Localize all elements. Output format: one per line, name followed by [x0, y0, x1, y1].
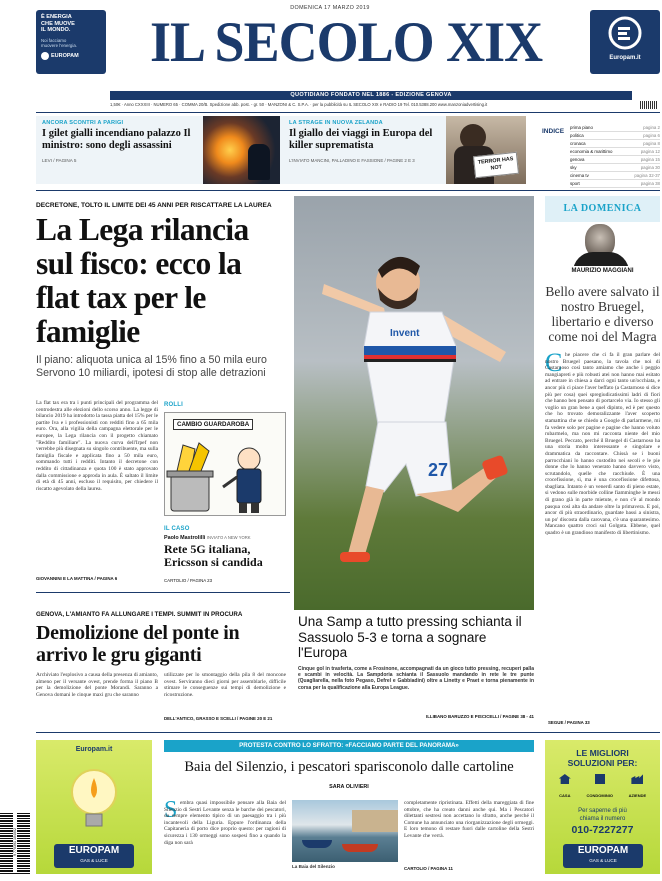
sport-byline: ILLIBANO BARUZZO E PISCICELLI / PAGINE 38 - 41	[426, 714, 534, 719]
teaser-kicker: LA STRAGE IN NUOVA ZELANDA	[289, 120, 383, 126]
section-rule	[36, 592, 290, 593]
masthead-left-ad[interactable]	[36, 10, 106, 74]
issue-date: DOMENICA 17 MARZO 2019	[290, 5, 370, 11]
ad-line: CHE MUOVE	[41, 20, 75, 27]
ad-line: SOLUZIONI PER:	[567, 758, 638, 768]
lead-byline: GIOVANNINI E LA MATTINA / PAGINA 6	[36, 576, 118, 581]
sport-body: Cinque gol in trasferta, come a Frosinone, accompagnati da un gioco tutto pressing, recuperi palla e scambi in velocità. La Sampdoria schianta il Sassuolo mandando in rete le tre punte (Quagliarella, nella foto Pegaso, Defrel e Gabbiadini) oltre a Linetty e Praet e torna pienamente in corsa per la qualificazione alla Europa League.	[298, 666, 534, 691]
player-figure	[294, 196, 534, 610]
la-domenica-header	[545, 196, 660, 222]
index-entry[interactable]: sport pagina 38	[570, 181, 660, 186]
ad-logo: EUROPAM	[577, 845, 629, 856]
cartoon-drawing	[165, 435, 285, 515]
la-domenica-headline[interactable]: Bello avere salvato il nostro Bruegel, libertario e diverso come noi del Magra	[545, 284, 660, 344]
houses-shape	[352, 810, 398, 832]
index-entry[interactable]: cinema tv pagina 32-37	[570, 173, 660, 178]
baia-caption: La Baia del Silenzio	[292, 864, 335, 869]
europam-logo-box	[563, 844, 643, 868]
il-caso-role: INVIATO A NEW YORK	[206, 535, 251, 540]
teaser-rule	[36, 190, 660, 191]
ad-brand: EUROPAM	[51, 53, 79, 60]
subtitle-bar: QUOTIDIANO FONDATO NEL 1886 - EDIZIONE GENOVA	[110, 91, 632, 100]
police-silhouette	[248, 144, 270, 180]
teaser-byline: LEVI / PAGINA 5	[42, 158, 77, 163]
paris-fire-photo[interactable]	[203, 116, 280, 184]
ad-icon-label: AZIENDE	[628, 793, 647, 798]
la-domenica-author: MAURIZIO MAGGIANI	[571, 268, 634, 274]
la-domenica-byline: SEGUE / PAGINA 33	[548, 720, 590, 725]
lead-headline[interactable]: La Lega rilancia sul fisco: ecco la flat tax per le famiglie	[36, 212, 249, 349]
index-label: INDICE	[542, 128, 565, 135]
ad-tagline: GAS & LUCE	[589, 858, 617, 863]
boat-shape	[302, 840, 332, 848]
protest-body-right: completamente ripristinata. Effetti della mareggiata di fine ottobre, che ha creato danni anche qui. Ma i Pescatori dilettanti sestresi non accettano lo sfratto, anche perché il Comune ha annunciato una riorganizzazione degli ormeggi. E loro temono di restare fuori dalle cartoline della Sestri Levante che verrà.	[404, 800, 534, 839]
ad-line: muovere l'energia.	[41, 42, 77, 48]
ad-line: È ENERGIA	[41, 14, 72, 20]
rolli-label: ROLLI	[164, 402, 183, 408]
index-entry[interactable]: genova pagina 15	[570, 157, 660, 162]
protest-author: SARA OLIVIERI	[329, 784, 369, 790]
ponte-byline: DELL'ANTICO, GRASSO E SCELLI / PAGINE 20 E 21	[164, 716, 273, 721]
protest-banner: PROTESTA CONTRO LO SFRATTO: «FACCIAMO PARTE DEL PANORAMA»	[164, 740, 534, 752]
il-caso-author: Paolo Mastrolilli	[164, 535, 206, 541]
boat-shape	[342, 844, 378, 852]
newspaper-title[interactable]: IL SECOLO XIX	[150, 10, 543, 74]
ad-line: Noi facciamo	[41, 37, 67, 43]
la-domenica-body: he piacere che ci fa il gran parlare del nostro Bruegel paesano, la tavola che noi di Castarnoso così tanto amiamo che anche i peggio mangiapreti e più robusti atei non hanno mai esitato ad entrare in chiesa a darci ogni tanto un'occhiata, e ancor più ci piace l'aver beffato (a Castarnoso si dice più per cosa) quei spregiudicatissimi ladri di fiori che hanno ben pensato di portarcelo via. Io stesso gli voglio un gran bene a quel dipinto, ed è per questo che ho trovato demoralizzante l'aver scoperto stamattina che se chiedo a Google di parlarmene, mi fa vedere solo per pagine e pagine che hanno voluto rubarmelo, ma non mi racconta niente del mio Bruegel. Peccato, perché il Bruegel di Castarnoso ha una storia molto interessante e singolare e drammatica da raccontare. Chissà se i buoni parrocchiani lo hanno custodito nei secoli e le pie donne che lo hanno venerato hanno davvero visto, scrutandolo, quelle che racchiude. È una crocefissione, sì, ma è una crocefissione difettosa, sbagliata. Intanto è un venerdì santo di pieno estate, si vedono sulle morbide colline fiamminghe le messi di grano già in parte mietute, e non c'è al mondo pasqua così alta da andare oltre la primavera. E poi, ancor di più straordinario, guardate bassi a sinistra, un po' discosta dalla carovana, c'è una quarantesimo. Mancano quattro croci sul Golgota. Ebbene, quel quadro è un grandioso manifesto di libertinismo.	[545, 352, 660, 537]
ad-headline	[545, 748, 660, 768]
sampdoria-photo[interactable]	[294, 196, 534, 610]
ad-line: chiama il numero	[579, 815, 626, 822]
ad-line: LE MIGLIORI	[576, 748, 629, 758]
author-portrait	[545, 222, 660, 266]
baia-photo[interactable]	[292, 800, 398, 862]
jersey-number: 27	[428, 460, 449, 480]
il-caso-author-line	[164, 535, 286, 541]
lead-subhead: Il piano: aliquota unica al 15% fino a 50 mila euro Servono 10 miliardi, ipotesi di stop alle detrazioni	[36, 354, 267, 379]
index-entry[interactable]: economia & marittimo pagina 12	[570, 149, 660, 154]
teaser-headline: Il giallo dei viaggi in Europa del killer suprematista	[289, 128, 433, 151]
ad-tagline: GAS & LUCE	[80, 858, 108, 863]
ponte-kicker: GENOVA, L'AMIANTO FA ALLUNGARE I TEMPI. SUMMIT IN PROCURA	[36, 611, 243, 618]
teaser-kicker: ANCORA SCONTRI A PARIGI	[42, 120, 124, 126]
europam-logo-box	[54, 844, 134, 868]
lead-body: La flat tax era tra i punti principali del programma del centrodestra alle elezioni dello scorso anno. La legge di bilancio 2019 ha introdotto la tassa piatta del 15% per le partite Iva e i professionisti con redditi fino a 65 mila euro. Ora, alla vigilia della campagna elettorale per le europee, la Lega rilancia con il progetto chiamato "Reddito familiare". La nuova curva dell'Irpef non verrebbe più disegnata su singolo contribuente, ma sulla famiglia fiscale e applicata fino a 50 mila euro, sommando tutti i redditi. Intanto il decretone con reddito di cittadinanza e quota 100 è stato approvato dalla commissione e approda in aula. È saltato il limite di età di 45 anni, escluso il requisito, per chiedere il riscatto agevolato della laurea.	[36, 400, 158, 492]
ad-brand: Europam.it	[75, 746, 113, 753]
portrait-shoulders	[573, 252, 629, 266]
il-caso-headline[interactable]: Rete 5G italiana, Ericsson si candida	[164, 542, 263, 569]
europam-logo-icon	[41, 52, 49, 60]
ad-call	[545, 808, 660, 823]
ad-line: IL MONDO.	[41, 27, 71, 33]
house-icon	[559, 774, 571, 784]
europam-ad-right[interactable]	[545, 740, 660, 874]
teaser-headline: I gilet gialli incendiano palazzo Il ministro: sono degli assassini	[42, 128, 191, 151]
europam-ad-left[interactable]	[36, 740, 152, 874]
index-entry[interactable]: prima piano pagina 2	[570, 125, 660, 130]
masthead-right-ad[interactable]	[590, 10, 660, 74]
index-list	[570, 124, 660, 188]
europam-e-icon	[608, 16, 642, 50]
protest-body-left: embra quasi impossibile pensare alla Baia del Silenzio di Sestri Levante senza le barche dei pescatori, da sempre elemento tipico di un paesaggio tra i più incantevoli della Liguria. Eppure l'ordinanza della Capitaneria di porto dice proprio questo: per ragioni di sicurezza i 130 ormeggi sono sospesi fino a quando la diga non sarà	[164, 800, 286, 846]
protest-dropcap: S	[164, 797, 178, 823]
ad-phone[interactable]: 010-7227277	[571, 824, 634, 836]
ad-brand: Europam.it	[609, 55, 641, 61]
ponte-body-left: Archiviato l'esplosivo a causa della presenza di amianto, almeno per il versante ovest, prende forma il piano B per la demolizione del ponte Morandi. Saranno a Genova domani le cinque maxi gru che saranno	[36, 672, 158, 698]
lead-kicker: DECRETONE, TOLTO IL LIMITE DEI 45 ANNI PER RISCATTARE LA LAUREA	[36, 202, 272, 209]
rolli-cartoon[interactable]	[164, 412, 286, 516]
ad-icon-label: CASA	[559, 793, 571, 798]
lightbulb-icon	[36, 758, 152, 838]
ad-icons	[545, 774, 660, 802]
masthead-rule	[36, 112, 660, 113]
protest-sign: TERROR HAS NOT	[473, 152, 519, 178]
il-caso-label: IL CASO	[164, 526, 190, 532]
il-caso-page: CARTOLIO / PAGINA 23	[164, 578, 213, 583]
barcode	[0, 812, 30, 874]
section-rule	[36, 732, 660, 733]
index-entry[interactable]: sky pagina 30	[570, 165, 660, 170]
ponte-body-right: utilizzate per lo smontaggio della pila 8 del moncone ovest. Serviranno dieci giorni per assemblarle, difficile stimare le conseguenze sui tempi di demolizione e ricostruzione.	[164, 672, 286, 698]
qr-code-icon	[640, 101, 658, 109]
price-line: 1,50€ · Anno CXXXIII · NUMERO 65 · COMMA 20/B. Spedizione abb. post. - gr. 50 · MANZONI & C. S.P.A. · per la pubblicità su IL SECOLO XIX e RADIO 19 Tel. 010.5388.200 www.manzoniadvertising.it	[110, 102, 488, 107]
index-entry[interactable]: cronaca pagina 8	[570, 141, 660, 146]
ad-logo: EUROPAM	[68, 845, 120, 856]
factory-icon	[631, 774, 643, 784]
index-entry[interactable]: politica pagina 6	[570, 133, 660, 138]
teaser-byline: L'INVIATO MANCINI, PALLADINO E FASSIONE / PAGINE 2 E 3	[289, 158, 415, 163]
ad-line: Per saperne di più	[578, 808, 627, 814]
ponte-headline[interactable]: Demolizione del ponte in arrivo le gru giganti	[36, 622, 240, 666]
barcode-number: 9 770391 104002	[13, 811, 17, 873]
jersey-brand: Invent	[390, 328, 420, 339]
la-domenica-label: LA DOMENICA	[563, 203, 642, 214]
building-icon	[595, 774, 605, 784]
new-zealand-photo[interactable]	[446, 116, 526, 184]
protest-page: CARTOLIO / PAGINA 11	[404, 866, 453, 871]
cartoon-title: CAMBIO GUARDAROBA	[173, 419, 253, 430]
index-box	[540, 120, 660, 186]
ad-icon-label: CONDOMINIO	[586, 793, 613, 798]
sport-headline[interactable]: Una Samp a tutto pressing schianta il Sassuolo 5-3 e torna a sognare l'Europa	[298, 614, 522, 660]
protest-headline[interactable]: Baia del Silenzio, i pescatori sparisconolo dalle cartoline	[184, 759, 514, 775]
la-domenica-dropcap: C	[545, 348, 563, 377]
